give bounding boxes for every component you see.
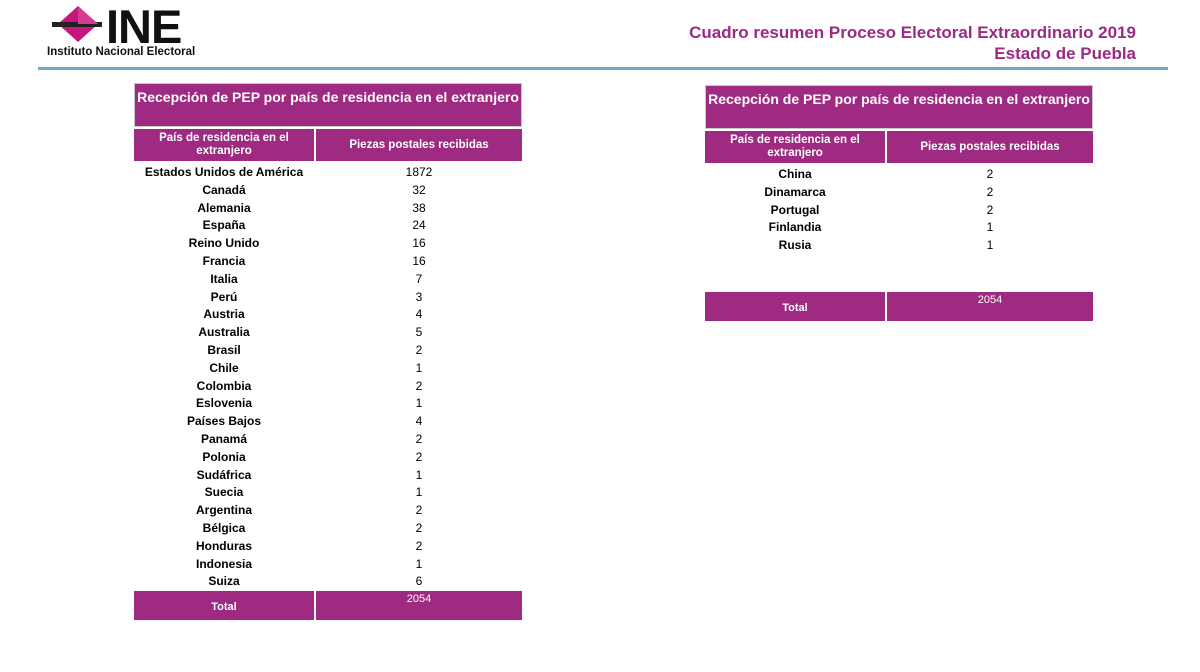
cell-piezas: 2 (986, 184, 994, 199)
cell-piezas: 1872 (405, 165, 433, 179)
table-row (134, 217, 522, 235)
cell-pais: Reino Unido (188, 236, 260, 251)
table-title: Recepción de PEP por país de residencia en el extranjero (705, 85, 1093, 129)
cell-pais: Rusia (778, 238, 812, 253)
page-title-line1: Cuadro resumen Proceso Electoral Extraordinario 2019 (689, 23, 1136, 42)
ine-diamond-icon (46, 4, 108, 44)
cell-piezas: 2 (415, 342, 423, 357)
table-row (134, 556, 522, 574)
total-label: Total (134, 591, 314, 620)
table-row (134, 289, 522, 307)
cell-pais: Perú (210, 289, 238, 304)
table-body (134, 164, 522, 591)
cell-piezas: 2 (415, 449, 423, 464)
table-row (134, 538, 522, 556)
table-header (134, 129, 522, 161)
cell-pais: Argentina (195, 503, 252, 518)
table-body (705, 166, 1093, 255)
table-left (134, 83, 522, 620)
cell-pais: Chile (209, 360, 239, 375)
column-header-piezas: Piezas postales recibidas (887, 131, 1093, 163)
cell-piezas: 4 (415, 414, 423, 429)
table-row (134, 271, 522, 289)
total-label: Total (705, 292, 885, 321)
cell-piezas: 2 (415, 503, 423, 518)
page-title (689, 22, 1136, 64)
ine-logo (46, 0, 228, 60)
cell-piezas: 3 (415, 289, 423, 304)
header-divider (38, 67, 1168, 70)
table-row (134, 413, 522, 431)
table-row (134, 342, 522, 360)
cell-piezas: 2 (986, 202, 994, 217)
table-total-row (705, 292, 1093, 321)
cell-pais: Francia (202, 253, 246, 268)
logo-wordmark: INE (106, 0, 182, 53)
cell-pais: Italia (210, 271, 238, 286)
table-row (134, 431, 522, 449)
cell-piezas: 16 (412, 236, 426, 251)
cell-piezas: 32 (412, 182, 426, 197)
table-header (705, 131, 1093, 163)
table-row (134, 395, 522, 413)
cell-pais: Dinamarca (764, 184, 826, 199)
cell-pais: Suecia (204, 485, 244, 500)
table-row (134, 502, 522, 520)
cell-pais: Honduras (195, 538, 252, 553)
table-row (134, 235, 522, 253)
total-value: 2054 (887, 292, 1093, 321)
cell-piezas: 1 (986, 220, 994, 235)
table-row (134, 253, 522, 271)
table-row (134, 324, 522, 342)
cell-pais: Suiza (208, 574, 240, 589)
cell-piezas: 2 (415, 538, 423, 553)
cell-pais: Indonesia (195, 556, 252, 571)
table-right (705, 85, 1093, 321)
cell-piezas: 1 (986, 238, 994, 253)
table-row (134, 449, 522, 467)
cell-pais: Canadá (202, 182, 246, 197)
table-row (705, 166, 1093, 184)
total-value: 2054 (316, 591, 522, 620)
cell-piezas: 1 (415, 556, 423, 571)
cell-piezas: 16 (412, 253, 426, 268)
logo-subtitle: Instituto Nacional Electoral (47, 46, 196, 58)
table-row (134, 484, 522, 502)
cell-piezas: 2 (986, 167, 994, 181)
cell-piezas: 6 (415, 574, 423, 589)
table-row (705, 202, 1093, 220)
table-row (134, 360, 522, 378)
table-row (705, 237, 1093, 255)
cell-piezas: 4 (415, 307, 423, 322)
table-total-row (134, 591, 522, 620)
table-row (134, 467, 522, 485)
table-row (705, 219, 1093, 237)
table-row (134, 306, 522, 324)
page-title-line2: Estado de Puebla (994, 44, 1136, 63)
cell-piezas: 1 (415, 467, 423, 482)
cell-pais: España (202, 218, 246, 233)
cell-pais: Australia (198, 325, 250, 340)
cell-piezas: 1 (415, 360, 423, 375)
cell-piezas: 7 (415, 271, 423, 286)
table-row (134, 200, 522, 218)
cell-pais: Brasil (207, 342, 241, 357)
column-header-piezas: Piezas postales recibidas (316, 129, 522, 161)
cell-piezas: 2 (415, 520, 423, 535)
column-header-pais: País de residencia en el extranjero (134, 129, 314, 161)
table-row (705, 184, 1093, 202)
cell-pais: Países Bajos (186, 414, 262, 429)
cell-pais: Alemania (197, 200, 251, 215)
cell-piezas: 1 (415, 485, 423, 500)
cell-pais: Panamá (200, 431, 248, 446)
cell-pais: Bélgica (202, 520, 246, 535)
cell-pais: China (778, 167, 812, 181)
cell-pais: Finlandia (768, 220, 822, 235)
cell-piezas: 2 (415, 378, 423, 393)
cell-piezas: 38 (412, 200, 426, 215)
cell-pais: Eslovenia (195, 396, 253, 411)
table-row (134, 164, 522, 182)
table-row (134, 520, 522, 538)
cell-piezas: 24 (412, 218, 426, 233)
cell-pais: Estados Unidos de América (144, 165, 304, 179)
cell-piezas: 2 (415, 431, 423, 446)
column-header-pais: País de residencia en el extranjero (705, 131, 885, 163)
cell-pais: Sudáfrica (196, 467, 252, 482)
cell-pais: Colombia (196, 378, 252, 393)
cell-pais: Portugal (770, 202, 820, 217)
table-row (134, 573, 522, 591)
table-row (134, 378, 522, 396)
cell-piezas: 5 (415, 325, 423, 340)
table-row (134, 182, 522, 200)
table-title: Recepción de PEP por país de residencia en el extranjero (134, 83, 522, 127)
cell-pais: Polonia (202, 449, 246, 464)
cell-pais: Austria (203, 307, 245, 322)
cell-piezas: 1 (415, 396, 423, 411)
